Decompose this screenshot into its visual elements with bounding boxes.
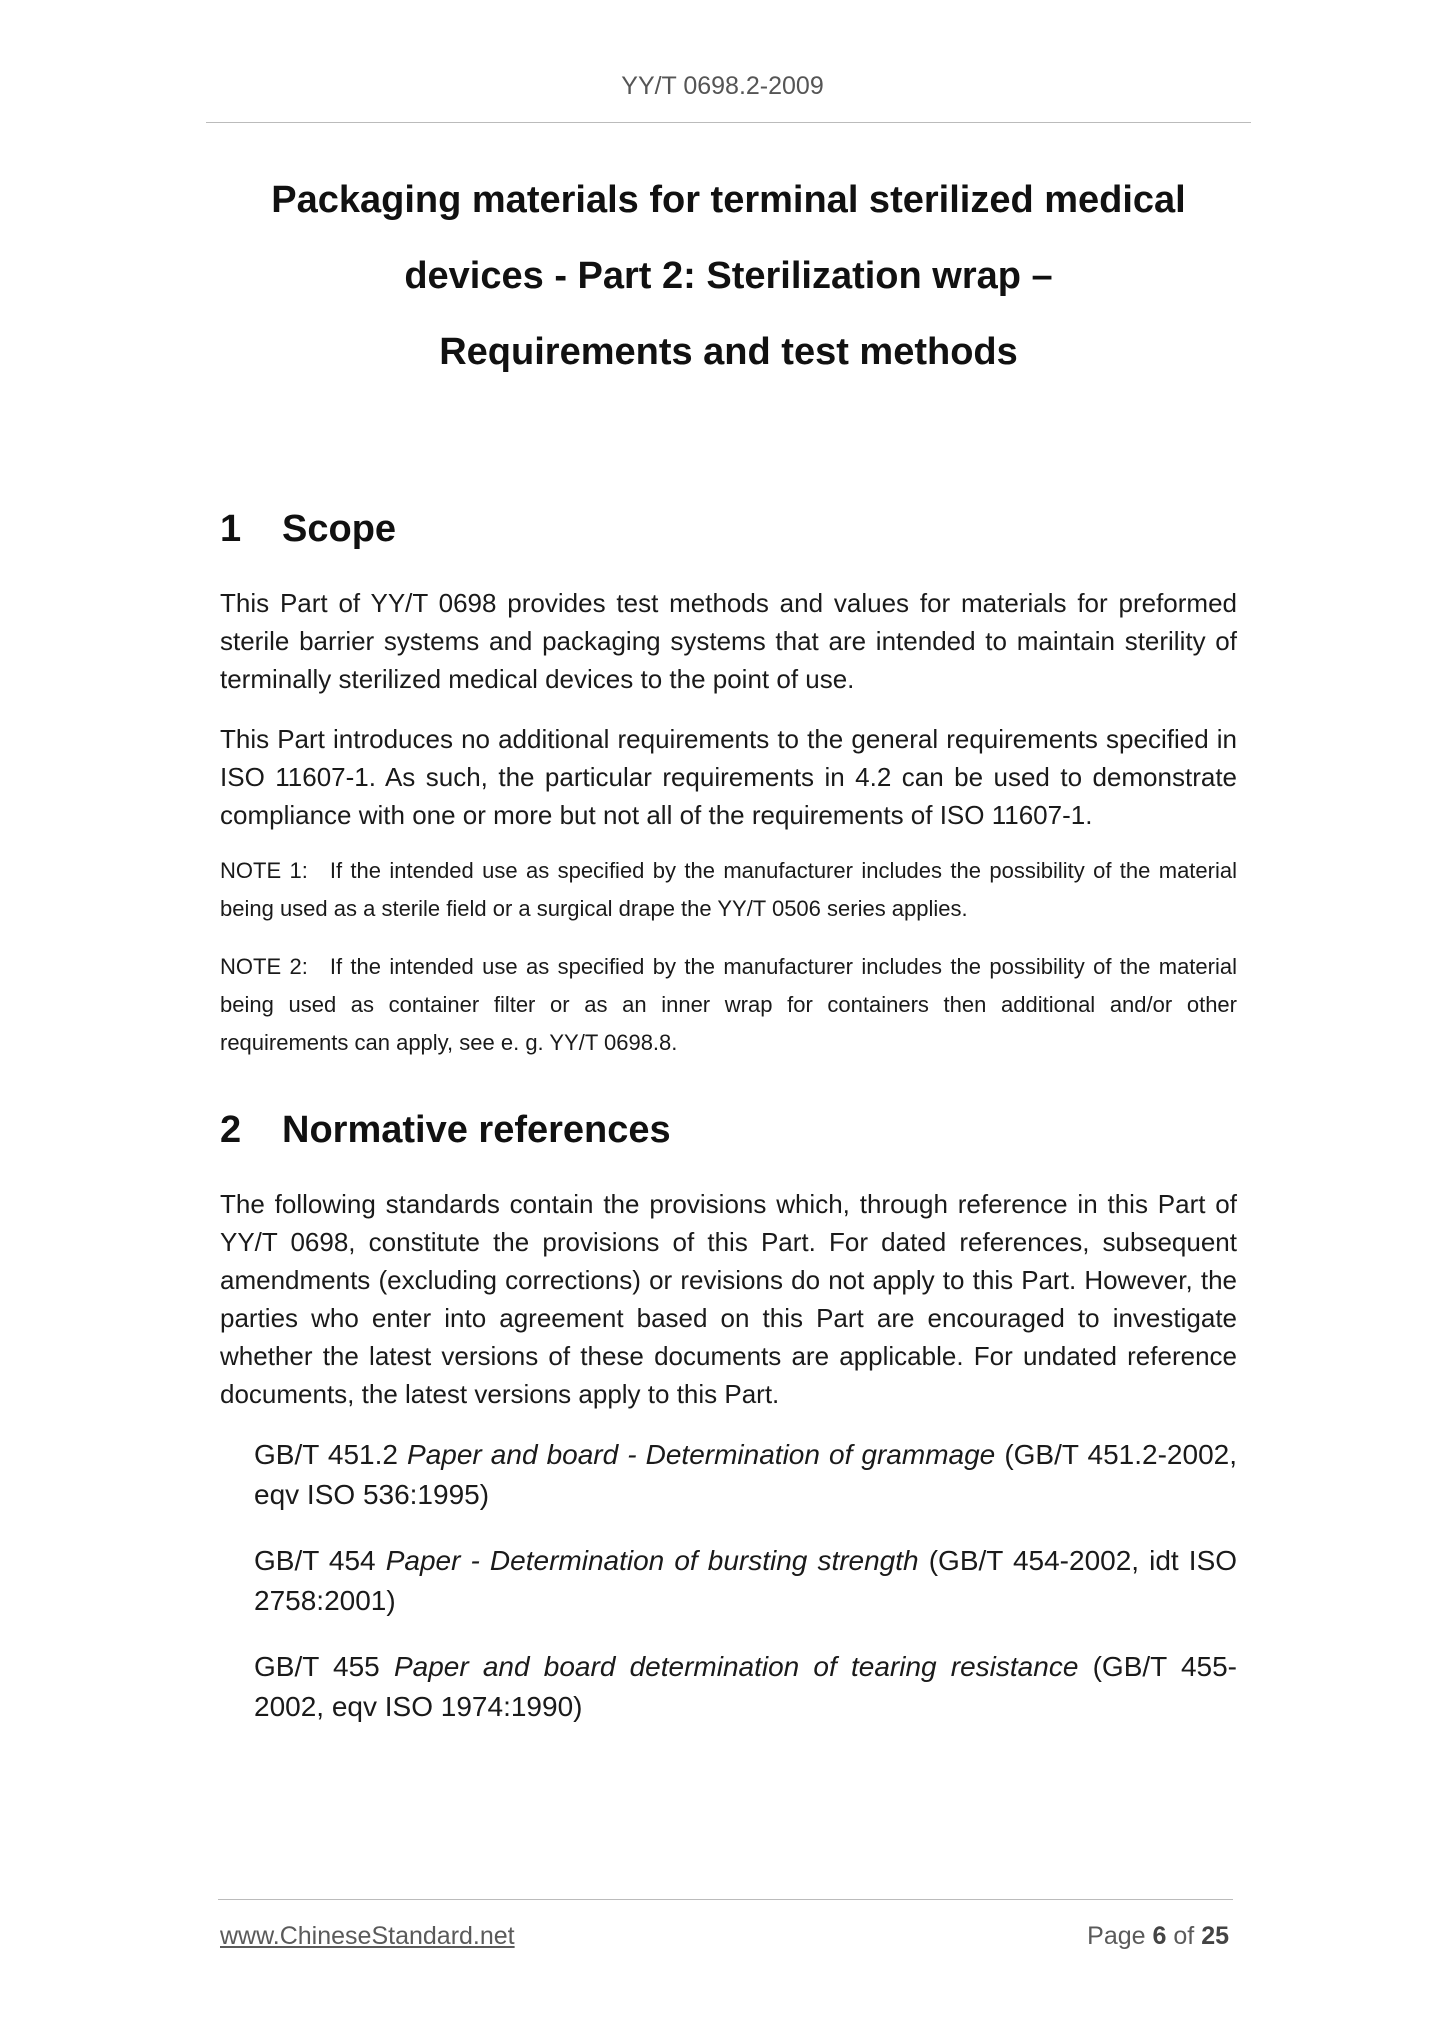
reference-item (254, 1647, 1237, 1727)
reference-detail: (GB/T 455-2002, eqv ISO 1974:1990) (254, 1651, 1238, 1722)
note-1 (220, 852, 1237, 928)
title-line-1: Packaging materials for terminal sterilized medical (271, 179, 1186, 221)
note-text: If the intended use as specified by the manufacturer includes the possibility of the material being used as a sterile field or a surgical drape the YY/T 0506 series applies. (220, 858, 1237, 921)
section-heading-scope (220, 505, 1237, 553)
scope-paragraph-1: This Part of YY/T 0698 provides test methods and values for materials for preformed sterile barrier systems and packaging systems that are intended to maintain sterility of terminally sterilized medical devices to the point of use. (220, 588, 1237, 694)
document-body (220, 505, 1237, 1727)
reference-detail: (GB/T 454-2002, idt ISO 2758:2001) (254, 1545, 1238, 1616)
reference-code: GB/T 454 (254, 1545, 376, 1576)
page-total: 25 (1201, 1922, 1229, 1950)
note-text: If the intended use as specified by the manufacturer includes the possibility of the material being used as container filter or as an inner wrap for containers then additional and/or other requirements can apply, see e. g. YY/T 0698.8. (220, 954, 1237, 1055)
scope-paragraph-2: This Part introduces no additional requirements to the general requirements specified in ISO 11607-1. As such, the particular requirements in 4.2 can be used to demonstrate compliance with one or more but not all of the requirements of ISO 11607-1. (220, 724, 1237, 830)
reference-detail: (GB/T 451.2-2002, eqv ISO 536:1995) (254, 1439, 1237, 1510)
page-of: of (1173, 1922, 1195, 1950)
title-line-3: Requirements and test methods (439, 331, 1018, 373)
reference-code: GB/T 455 (254, 1651, 380, 1682)
reference-code: GB/T 451.2 (254, 1439, 398, 1470)
reference-title: Paper - Determination of bursting strength (385, 1545, 919, 1576)
footer-divider (218, 1899, 1233, 1900)
note-label: NOTE 2: (220, 954, 308, 979)
section-title: Scope (282, 508, 397, 550)
reference-item (254, 1541, 1237, 1621)
note-label: NOTE 1: (220, 858, 308, 883)
section-number: 2 (220, 1109, 242, 1151)
page-number (1087, 1922, 1229, 1951)
normative-references-paragraph: The following standards contain the provisions which, through reference in this Part of YY/T 0698, constitute the provisions of this Part. For dated references, subsequent amendments (excluding corrections) or revisions do not apply to this Part. However, the parties who enter into agreement based on this Part are encouraged to investigate whether the latest versions of these documents are applicable. For undated reference documents, the latest versions apply to this Part. (220, 1189, 1237, 1409)
page-prefix: Page (1087, 1922, 1146, 1950)
reference-item (254, 1435, 1237, 1515)
note-2 (220, 948, 1237, 1062)
document-title (206, 162, 1251, 390)
page-current: 6 (1152, 1922, 1167, 1950)
reference-title: Paper and board determination of tearing resistance (393, 1651, 1079, 1682)
reference-title: Paper and board - Determination of grammage (407, 1439, 996, 1470)
title-line-2: devices - Part 2: Sterilization wrap – (404, 255, 1053, 297)
section-title: Normative references (282, 1109, 671, 1151)
section-number: 1 (220, 508, 242, 550)
section-heading-normative-references (220, 1106, 1237, 1154)
header-divider (206, 122, 1251, 123)
website-link[interactable]: www.ChineseStandard.net (220, 1922, 515, 1950)
document-code-header: YY/T 0698.2-2009 (621, 72, 824, 100)
